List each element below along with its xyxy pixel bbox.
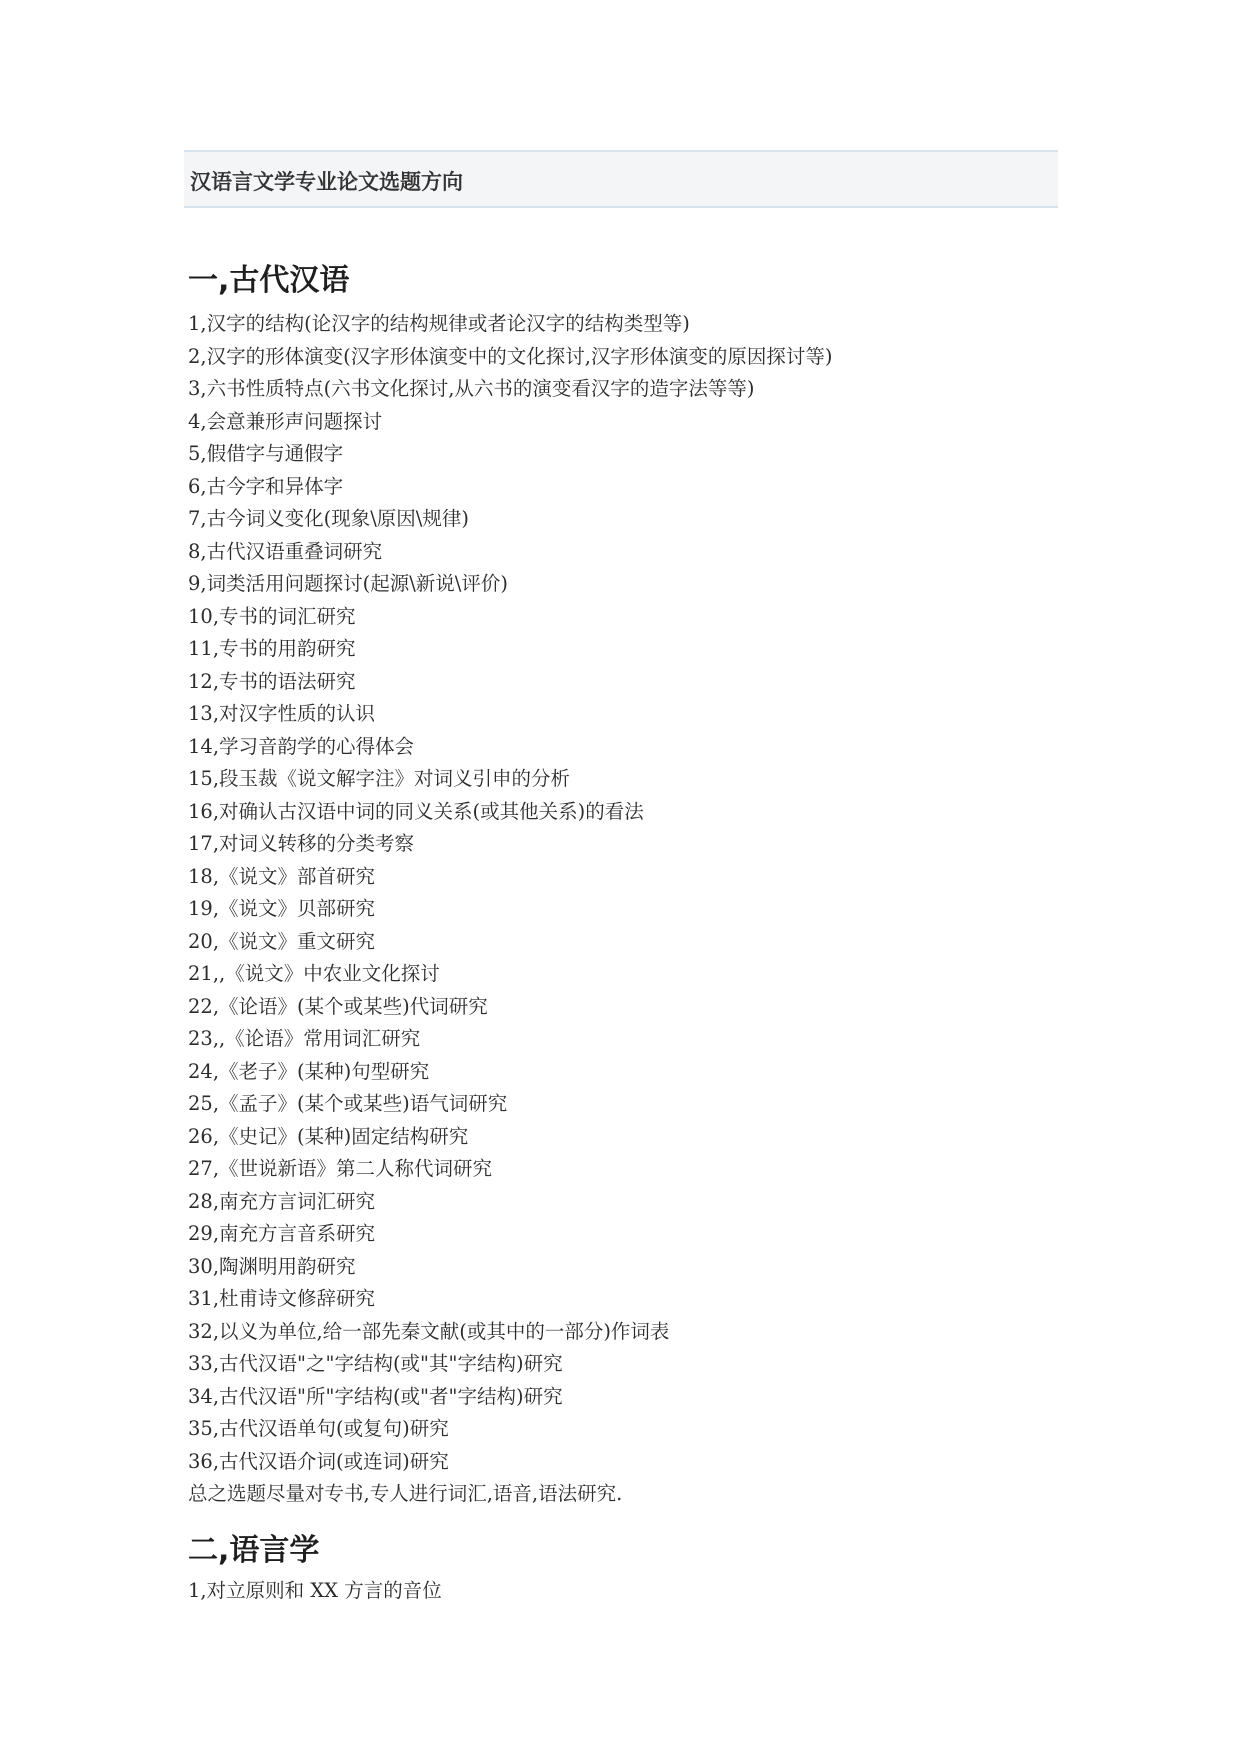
list-item: 9,词类活用问题探讨(起源\新说\评价) xyxy=(188,572,508,595)
list-item: 24,《老子》(某种)句型研究 xyxy=(188,1059,430,1083)
section-summary: 总之选题尽量对专书,专人进行词汇,语音,语法研究. xyxy=(188,1482,623,1505)
list-item: 4,会意兼形声问题探讨 xyxy=(188,409,383,433)
list-item: 17,对词义转移的分类考察 xyxy=(188,832,415,855)
list-item: 1,对立原则和 XX 方言的音位 xyxy=(188,1579,442,1602)
list-item: 6,古今字和异体字 xyxy=(188,474,344,498)
list-item: 27,《世说新语》第二人称代词研究 xyxy=(188,1157,493,1180)
list-item: 29,南充方言音系研究 xyxy=(188,1222,376,1245)
section-heading-linguistics: 二,语言学 xyxy=(188,1533,320,1568)
list-item: 12,专书的语法研究 xyxy=(188,669,356,693)
topic-list-ancient-chinese xyxy=(188,308,833,1478)
list-item: 21,,《说文》中农业文化探讨 xyxy=(188,962,440,985)
list-item: 11,专书的用韵研究 xyxy=(188,637,356,660)
list-item: 31,杜甫诗文修辞研究 xyxy=(188,1287,376,1310)
list-item: 22,《论语》(某个或某些)代词研究 xyxy=(188,994,488,1018)
list-item: 15,段玉裁《说文解字注》对词义引申的分析 xyxy=(188,767,571,790)
list-item: 34,古代汉语"所"字结构(或"者"字结构)研究 xyxy=(188,1384,563,1408)
list-item: 8,古代汉语重叠词研究 xyxy=(188,539,383,563)
list-item: 19,《说文》贝部研究 xyxy=(188,897,376,920)
list-item: 20,《说文》重文研究 xyxy=(188,929,376,953)
list-item: 28,南充方言词汇研究 xyxy=(188,1189,376,1213)
list-item: 35,古代汉语单句(或复句)研究 xyxy=(188,1417,449,1440)
list-item: 18,《说文》部首研究 xyxy=(188,864,376,888)
list-item: 13,对汉字性质的认识 xyxy=(188,702,376,725)
list-item: 36,古代汉语介词(或连词)研究 xyxy=(188,1449,449,1473)
title-banner xyxy=(184,150,1058,208)
list-item: 16,对确认古汉语中词的同义关系(或其他关系)的看法 xyxy=(188,799,644,823)
topic-list-linguistics xyxy=(188,1575,442,1608)
document-title: 汉语言文学专业论文选题方向 xyxy=(190,170,463,194)
list-item: 1,汉字的结构(论汉字的结构规律或者论汉字的结构类型等) xyxy=(188,312,690,335)
list-item: 2,汉字的形体演变(汉字形体演变中的文化探讨,汉字形体演变的原因探讨等) xyxy=(188,344,833,368)
list-item: 32,以义为单位,给一部先秦文献(或其中的一部分)作词表 xyxy=(188,1319,670,1343)
list-item: 5,假借字与通假字 xyxy=(188,442,344,465)
list-item: 26,《史记》(某种)固定结构研究 xyxy=(188,1124,469,1148)
list-item: 23,,《论语》常用词汇研究 xyxy=(188,1027,421,1050)
list-item: 14,学习音韵学的心得体会 xyxy=(188,734,415,758)
list-item: 10,专书的词汇研究 xyxy=(188,604,356,628)
section-heading-ancient-chinese: 一,古代汉语 xyxy=(188,263,350,298)
list-item: 25,《孟子》(某个或某些)语气词研究 xyxy=(188,1092,508,1115)
list-item: 30,陶渊明用韵研究 xyxy=(188,1254,356,1278)
list-item: 7,古今词义变化(现象\原因\规律) xyxy=(188,507,469,530)
list-item: 3,六书性质特点(六书文化探讨,从六书的演变看汉字的造字法等等) xyxy=(188,377,755,400)
list-item: 33,古代汉语"之"字结构(或"其"字结构)研究 xyxy=(188,1352,563,1375)
